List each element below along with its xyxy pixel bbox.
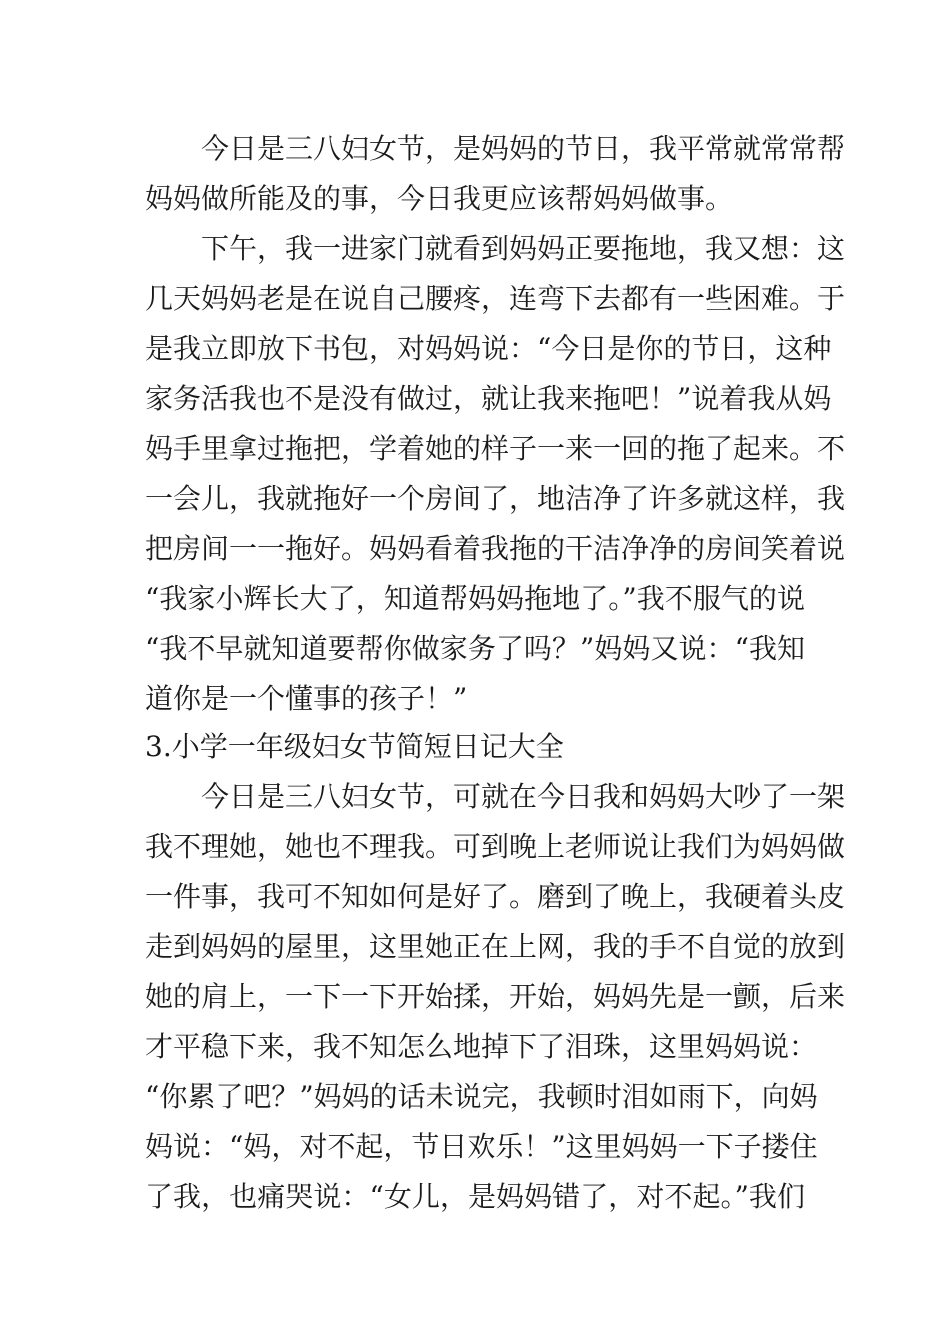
paragraph2-line-2: 几天妈妈老是在说自己腰疼，连弯下去都有一些困难。于 <box>145 282 846 315</box>
paragraph2-line-10: 道你是一个懂事的孩子！” <box>145 682 468 715</box>
section-heading: 3.小学一年级妇女节简短日记大全 <box>145 730 564 763</box>
paragraph2-line-5: 妈手里拿过拖把，学着她的样子一来一回的拖了起来。不 <box>145 432 846 465</box>
paragraph3-line-4: 走到妈妈的屋里，这里她正在上网，我的手不自觉的放到 <box>145 930 846 963</box>
paragraph3-line-1: 今日是三八妇女节，可就在今日我和妈妈大吵了一架 <box>201 780 846 813</box>
paragraph2-line-1: 下午，我一进家门就看到妈妈正要拖地，我又想：这 <box>201 232 846 265</box>
paragraph1-line-2: 妈妈做所能及的事，今日我更应该帮妈妈做事。 <box>145 182 734 215</box>
paragraph3-line-7: “你累了吧？”妈妈的话未说完，我顿时泪如雨下，向妈 <box>145 1080 818 1113</box>
paragraph3-line-8: 妈说：“妈，对不起，节日欢乐！”这里妈妈一下子搂住 <box>145 1130 818 1163</box>
paragraph2-line-7: 把房间一一拖好。妈妈看着我拖的干洁净净的房间笑着说 <box>145 532 846 565</box>
paragraph2-line-3: 是我立即放下书包，对妈妈说：“今日是你的节日，这种 <box>145 332 832 365</box>
paragraph2-line-4: 家务活我也不是没有做过，就让我来拖吧！”说着我从妈 <box>145 382 832 415</box>
paragraph3-line-9: 了我，也痛哭说：“女儿，是妈妈错了，对不起。”我们 <box>145 1180 805 1213</box>
paragraph3-line-3: 一件事，我可不知如何是好了。磨到了晚上，我硬着头皮 <box>145 880 846 913</box>
paragraph2-line-6: 一会儿，我就拖好一个房间了，地洁净了许多就这样，我 <box>145 482 846 515</box>
paragraph2-line-8: “我家小辉长大了，知道帮妈妈拖地了。”我不服气的说 <box>145 582 805 615</box>
paragraph3-line-5: 她的肩上，一下一下开始揉，开始，妈妈先是一颤，后来 <box>145 980 846 1013</box>
paragraph3-line-2: 我不理她，她也不理我。可到晚上老师说让我们为妈妈做 <box>145 830 846 863</box>
paragraph3-line-6: 才平稳下来，我不知怎么地掉下了泪珠，这里妈妈说： <box>145 1030 818 1063</box>
paragraph2-line-9: “我不早就知道要帮你做家务了吗？”妈妈又说：“我知 <box>145 632 805 665</box>
paragraph1-line-1: 今日是三八妇女节，是妈妈的节日，我平常就常常帮 <box>201 132 846 165</box>
